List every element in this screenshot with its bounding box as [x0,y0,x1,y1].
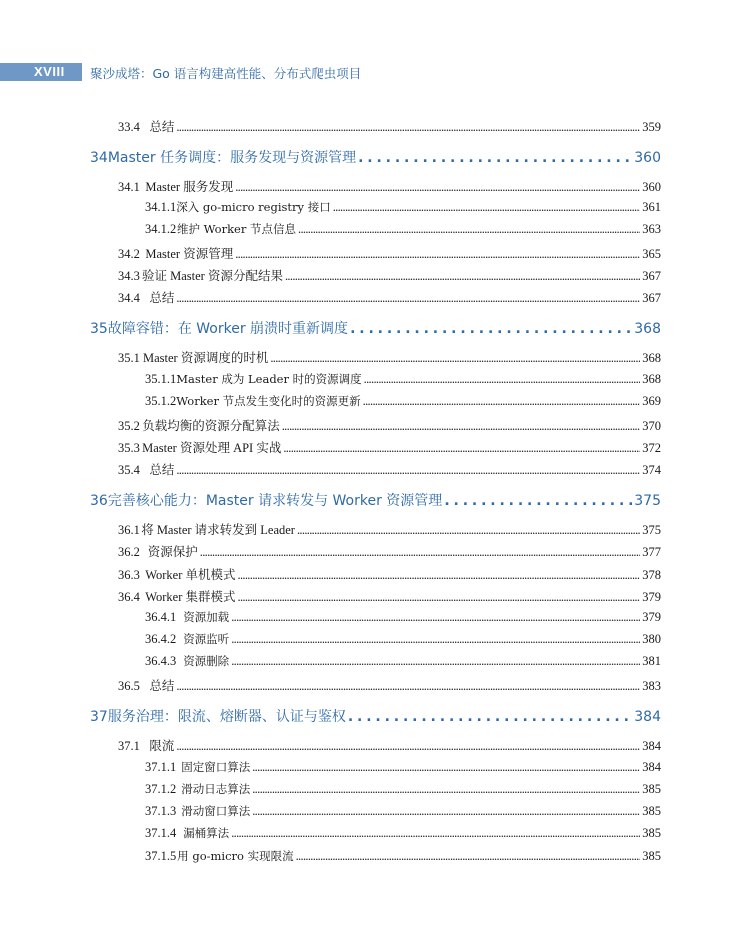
toc-entry-page: 360 [634,150,661,166]
toc-entry-page: 385 [642,848,661,863]
toc-entry-title: 漏桶算法 [183,825,230,840]
toc-entry-chapter[interactable] [90,490,661,510]
toc-entry-title: 总结 [149,290,175,305]
dot-leader [176,291,640,306]
toc-entry-title: Master 资源处理 API 实战 [142,440,282,455]
toc-entry-number: 34.4 [118,290,140,305]
toc-entry-title: 固定窗口算法 [181,759,251,774]
toc-entry-section[interactable] [118,587,661,605]
toc-entry-page: 384 [642,738,661,753]
dot-leader [297,523,640,538]
toc-entry-number: 34.3 [118,268,140,283]
toc-entry-section[interactable] [118,348,661,366]
toc-entry-page: 367 [642,290,661,305]
toc-entry-title: 故障容错：在 Worker 崩溃时重新调度 [107,321,349,337]
toc-entry-section[interactable] [118,266,661,284]
toc-entry-number: 34.1 [118,179,140,194]
toc-entry-subsection[interactable] [145,759,661,775]
toc-entry-title: Worker 单机模式 [145,567,236,582]
toc-entry-section[interactable] [118,520,661,538]
dot-leader [364,372,641,387]
dot-leader [350,321,632,337]
toc-entry-page: 385 [642,781,661,796]
toc-entry-title: 资源加载 [183,609,230,624]
toc-entry-title: 服务治理：限流、熔断器、认证与鉴权 [107,709,346,725]
dot-leader [444,493,632,509]
toc-entry-page: 385 [642,803,661,818]
toc-entry-section[interactable] [118,244,661,262]
toc-entry-title: 完善核心能力：Master 请求转发与 Worker 资源管理 [107,493,443,509]
toc-entry-page: 379 [642,589,661,604]
dot-leader [333,200,641,215]
toc-entry-page: 381 [642,653,661,668]
dot-leader [358,150,632,166]
toc-entry-page: 384 [642,759,661,774]
dot-leader [235,180,640,195]
toc-entry-title: Worker 集群模式 [145,589,236,604]
toc-entry-number: 37 [90,709,108,725]
toc-entry-section[interactable] [118,565,661,583]
dot-leader [296,849,641,864]
toc-entry-number: 34.2 [118,246,140,261]
dot-leader [235,247,640,262]
toc-entry-page: 375 [634,493,661,509]
toc-entry-title: 将 Master 请求转发到 Leader [141,522,295,537]
toc-entry-title: 限流 [149,738,175,753]
toc-entry-number: 35 [90,321,108,337]
dot-leader [252,804,640,819]
toc-entry-number: 36 [90,493,108,509]
toc-entry-number: 34.1.1 [145,199,177,214]
dot-leader [283,441,640,456]
dot-leader [176,679,640,694]
book-title: 聚沙成塔：Go 语言构建高性能、分布式爬虫项目 [90,66,362,81]
toc-entry-number: 37.1.4 [145,825,177,840]
toc-entry-number: 36.1 [118,522,140,537]
toc-entry-number: 36.5 [118,678,140,693]
toc-entry-page: 380 [642,631,661,646]
toc-entry-subsection[interactable] [145,393,661,409]
dot-leader [270,351,640,366]
dot-leader [238,568,641,583]
toc-entry-number: 36.4.1 [145,609,177,624]
toc-entry-subsection[interactable] [145,221,661,237]
toc-entry-chapter[interactable] [90,147,661,167]
toc-entry-page: 365 [642,246,661,261]
toc-entry-title: Worker 节点发生变化时的资源更新 [176,393,361,408]
toc-entry-page: 385 [642,825,661,840]
toc-entry-page: 377 [642,544,661,559]
toc-entry-section[interactable] [118,542,661,560]
toc-entry-subsection[interactable] [145,653,661,669]
toc-entry-subsection[interactable] [145,609,661,625]
toc-entry-section[interactable] [118,676,661,694]
dot-leader [252,782,640,797]
dot-leader [176,120,640,135]
toc-entry-page: 372 [642,440,661,455]
dot-leader [176,463,640,478]
toc-entry-section[interactable] [118,177,661,195]
dot-leader [231,826,640,841]
dot-leader [231,654,640,669]
toc-entry-subsection[interactable] [145,848,661,864]
toc-entry-page: 368 [642,371,661,386]
toc-entry-page: 359 [642,119,661,134]
toc-entry-page: 375 [642,522,661,537]
toc-entry-subsection[interactable] [145,803,661,819]
toc-entry-page: 379 [642,609,661,624]
toc-entry-page: 368 [634,321,661,337]
toc-entry-title: 深入 go-micro registry 接口 [176,199,331,214]
toc-entry-title: 资源监听 [183,631,230,646]
toc-entry-number: 35.3 [118,440,140,455]
toc-entry-title: 总结 [149,119,175,134]
toc-entry-title: 验证 Master 资源分配结果 [142,268,283,283]
toc-entry-number: 37.1.5 [145,848,177,863]
toc-entry-number: 36.3 [118,567,140,582]
toc-entry-page: 360 [642,179,661,194]
toc-entry-subsection[interactable] [145,199,661,215]
dot-leader [238,590,641,605]
toc-entry-subsection[interactable] [145,631,661,647]
toc-entry-section[interactable] [118,117,661,135]
dot-leader [285,269,640,284]
toc-entry-number: 36.4 [118,589,140,604]
toc-entry-title: 滑动窗口算法 [181,803,251,818]
toc-entry-chapter[interactable] [90,706,661,726]
toc-entry-subsection[interactable] [145,781,661,797]
toc-entry-section[interactable] [118,438,661,456]
toc-entry-number: 37.1.3 [145,803,177,818]
toc-entry-title: 维护 Worker 节点信息 [176,221,296,236]
dot-leader [282,419,641,434]
dot-leader [252,760,640,775]
dot-leader [231,632,640,647]
toc-entry-page: 384 [634,709,661,725]
toc-entry-title: Master 资源调度的时机 [142,350,269,365]
toc-entry-title: 资源删除 [183,653,230,668]
toc-entry-title: 滑动日志算法 [181,781,251,796]
toc-entry-page: 378 [642,567,661,582]
toc-entry-title: Master 成为 Leader 时的资源调度 [176,371,362,386]
toc-entry-page: 383 [642,678,661,693]
toc-entry-number: 37.1 [118,738,140,753]
toc-entry-section[interactable] [118,736,661,754]
toc-entry-page: 361 [642,199,661,214]
toc-entry-title: Master 资源管理 [145,246,234,261]
toc-entry-subsection[interactable] [145,825,661,841]
toc-entry-page: 363 [642,221,661,236]
toc-entry-page: 368 [642,350,661,365]
toc-entry-chapter[interactable] [90,318,661,338]
dot-leader [200,545,640,560]
toc-entry-number: 35.4 [118,462,140,477]
toc-entry-number: 35.1.2 [145,393,177,408]
dot-leader [363,394,641,409]
dot-leader [348,709,632,725]
toc-entry-title: 负载均衡的资源分配算法 [142,418,280,433]
toc-entry-subsection[interactable] [145,371,661,387]
toc-entry-section[interactable] [118,460,661,478]
toc-entry-title: 总结 [149,678,175,693]
toc-entry-section[interactable] [118,288,661,306]
toc-entry-page: 370 [642,418,661,433]
toc-entry-title: Master 服务发现 [145,179,234,194]
toc-entry-number: 35.1 [118,350,140,365]
toc-entry-number: 37.1.2 [145,781,177,796]
toc-entry-number: 37.1.1 [145,759,177,774]
toc-entry-number: 36.4.2 [145,631,177,646]
toc-entry-number: 36.2 [118,544,140,559]
toc-entry-title: 总结 [149,462,175,477]
toc-entry-title: 资源保护 [147,544,198,559]
page-number: XVIII [34,64,65,79]
toc-entry-number: 35.1.1 [145,371,177,386]
toc-entry-section[interactable] [118,416,661,434]
page-header [0,63,750,81]
toc-entry-page: 369 [642,393,661,408]
dot-leader [231,610,640,625]
toc-entry-number: 35.2 [118,418,140,433]
toc-entry-title: Master 任务调度：服务发现与资源管理 [107,150,357,166]
toc-entry-number: 33.4 [118,119,140,134]
toc-entry-page: 367 [642,268,661,283]
toc-entry-number: 34.1.2 [145,221,177,236]
toc-entry-page: 374 [642,462,661,477]
dot-leader [176,739,640,754]
toc-entry-title: 用 go-micro 实现限流 [177,848,294,863]
dot-leader [298,222,640,237]
toc-entry-number: 34 [90,150,108,166]
toc-entry-number: 36.4.3 [145,653,177,668]
